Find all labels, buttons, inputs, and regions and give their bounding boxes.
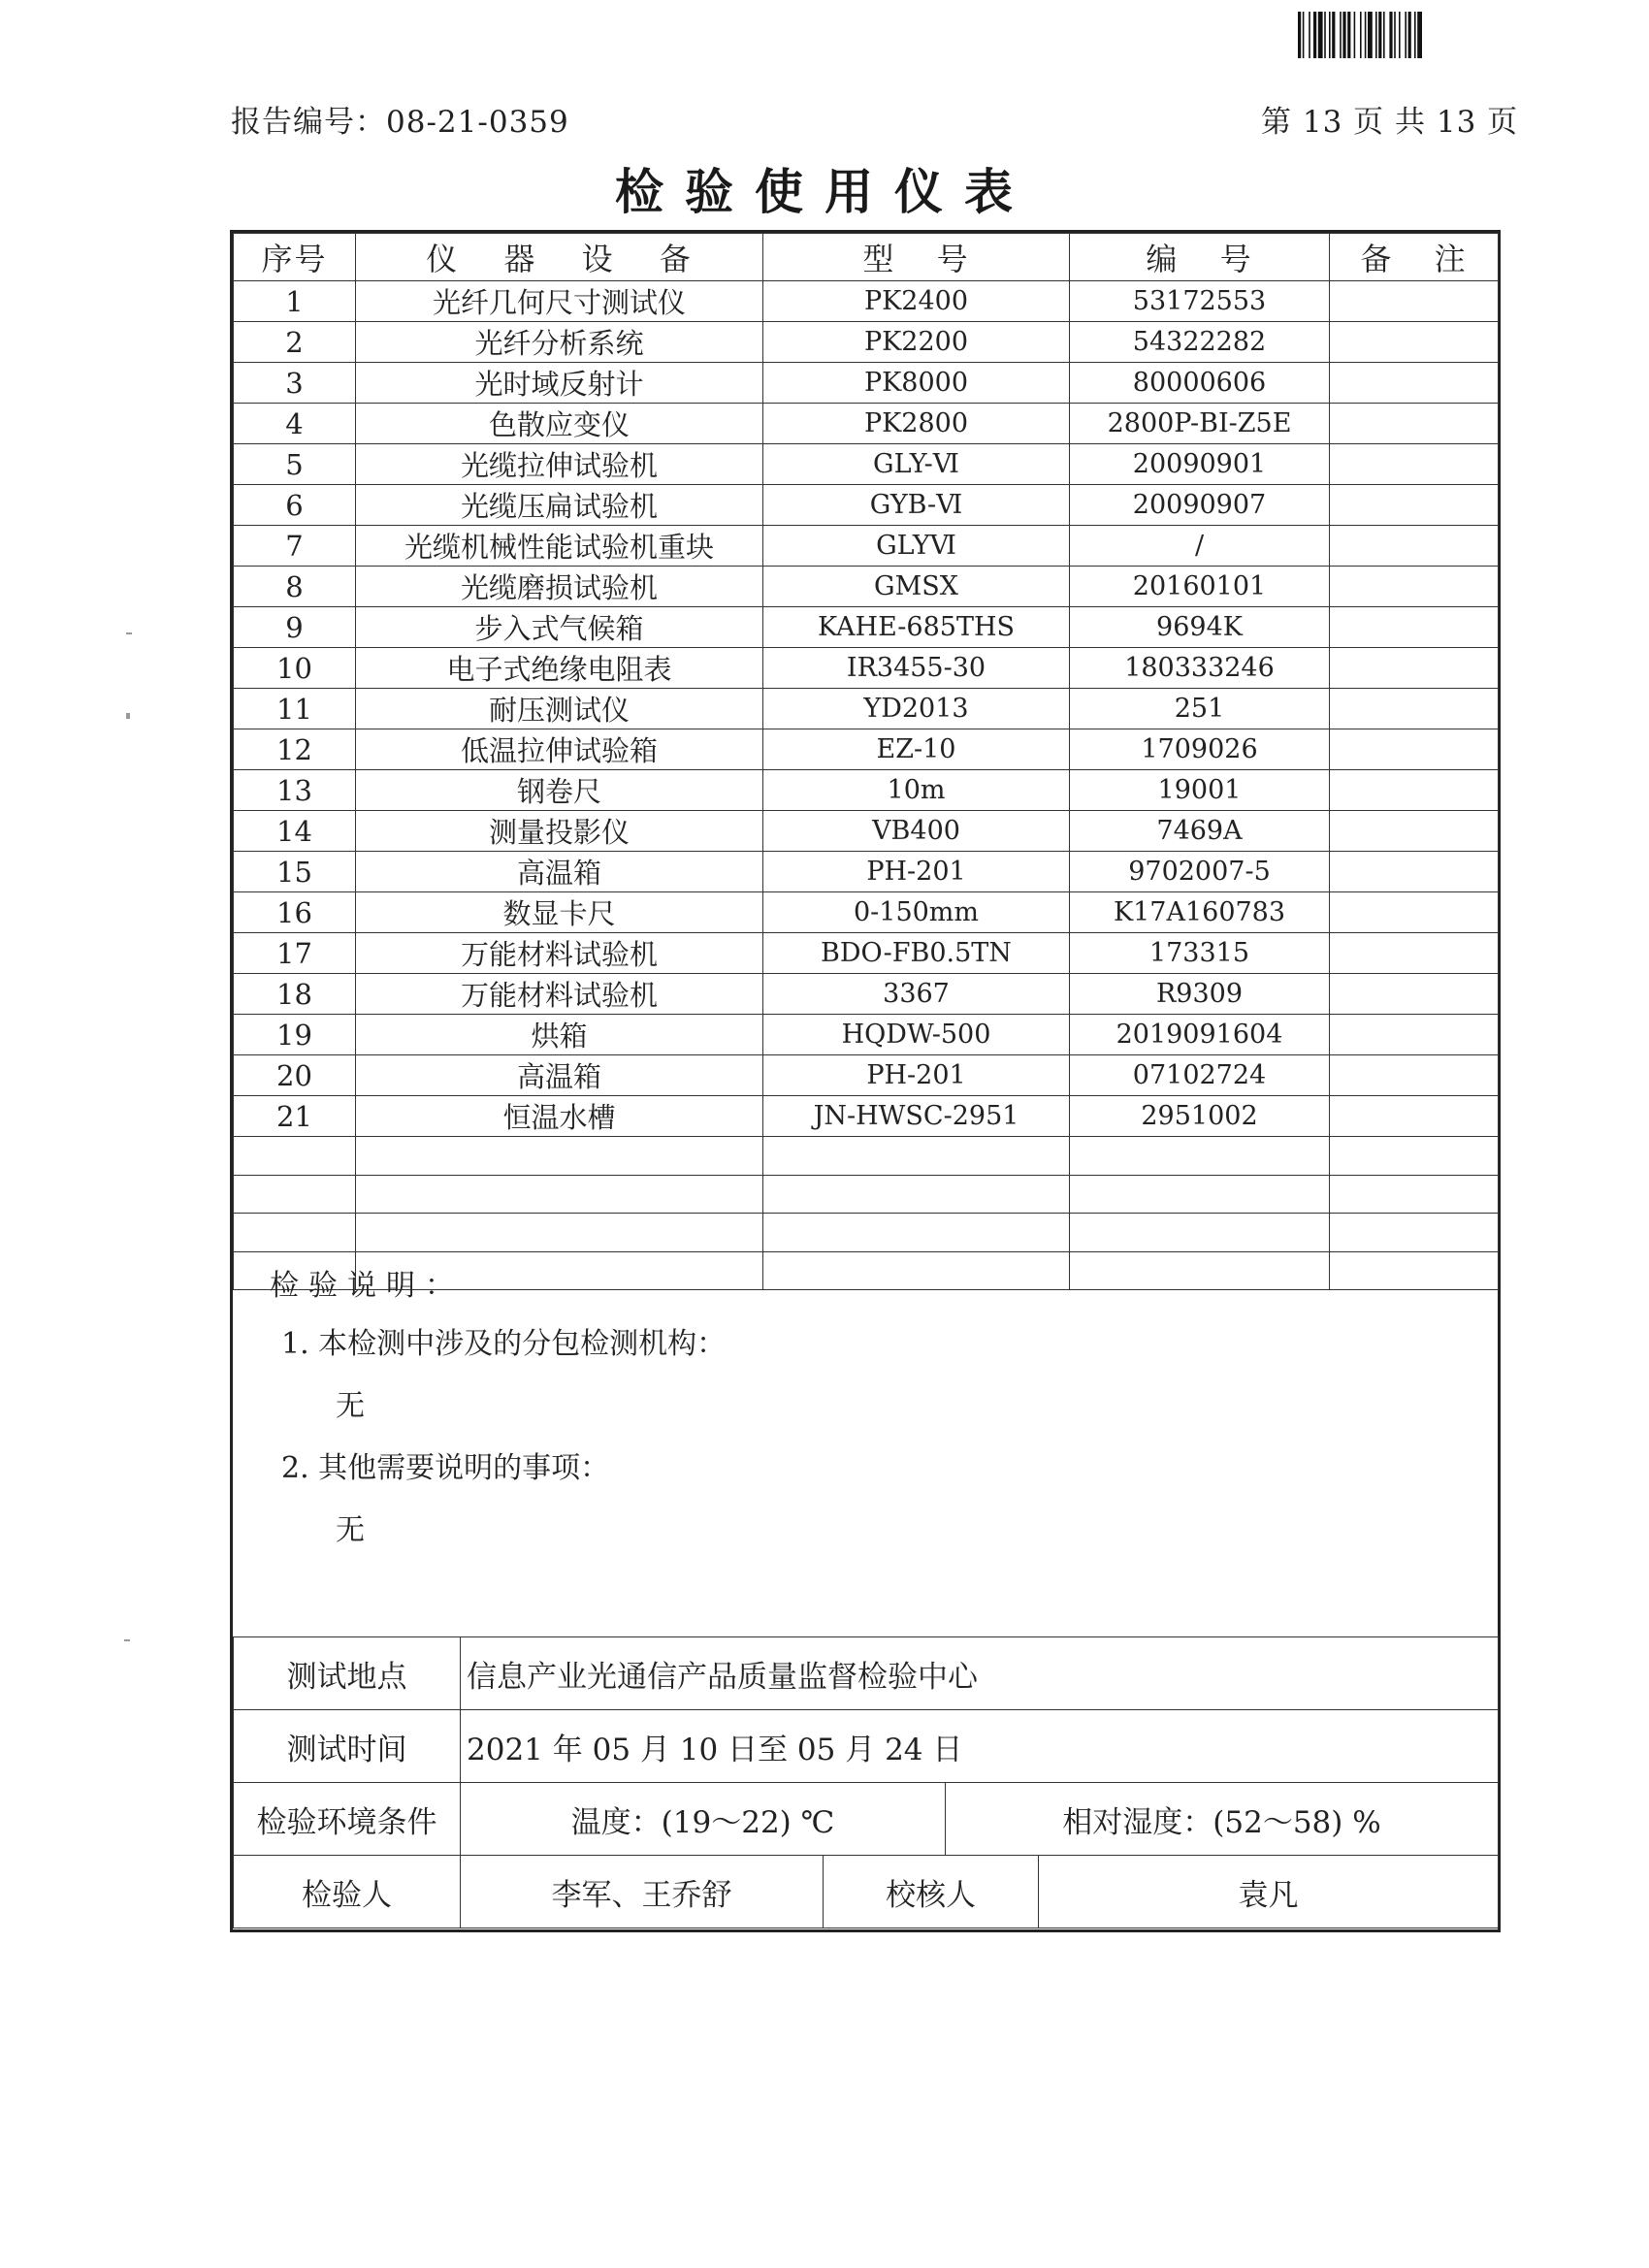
device-model: VB400 — [763, 811, 1070, 852]
humidity-value: 相对湿度：(52～58) % — [946, 1783, 1499, 1856]
row-number: 8 — [234, 567, 356, 607]
device-model: GLYⅥ — [763, 526, 1070, 567]
location-row — [234, 1637, 1499, 1710]
device-name: 数显卡尺 — [356, 892, 763, 933]
environment-row — [234, 1783, 1499, 1856]
empty-cell — [763, 1137, 1070, 1176]
device-model: PH-201 — [763, 852, 1070, 892]
reviewer-label: 校核人 — [824, 1856, 1039, 1928]
device-serial: K17A160783 — [1070, 892, 1330, 933]
device-model: 10m — [763, 770, 1070, 811]
device-serial: 2019091604 — [1070, 1015, 1330, 1055]
device-serial: 2800P-BI-Z5E — [1070, 404, 1330, 444]
device-name: 光缆压扁试验机 — [356, 485, 763, 526]
device-remark — [1330, 852, 1499, 892]
inspector-label: 检验人 — [234, 1856, 461, 1928]
scan-mark — [124, 1639, 130, 1641]
empty-row — [234, 1175, 1499, 1214]
device-serial: 07102724 — [1070, 1055, 1330, 1096]
signature-row — [234, 1856, 1499, 1928]
device-remark — [1330, 404, 1499, 444]
device-model: PK2200 — [763, 322, 1070, 363]
device-model: KAHE-685THS — [763, 607, 1070, 648]
device-name: 光时域反射计 — [356, 363, 763, 404]
row-number: 16 — [234, 892, 356, 933]
device-remark — [1330, 1096, 1499, 1137]
device-remark — [1330, 281, 1499, 322]
device-model: 0-150mm — [763, 892, 1070, 933]
scan-mark — [126, 713, 130, 719]
device-remark — [1330, 974, 1499, 1015]
row-number: 1 — [234, 281, 356, 322]
reviewer-value: 袁凡 — [1039, 1856, 1499, 1928]
device-model: PK2400 — [763, 281, 1070, 322]
table-row — [234, 363, 1499, 404]
time-label: 测试时间 — [234, 1710, 461, 1783]
table-row — [234, 526, 1499, 567]
device-serial: 173315 — [1070, 933, 1330, 974]
device-name: 耐压测试仪 — [356, 689, 763, 729]
header-remark: 备 注 — [1330, 234, 1499, 281]
device-remark — [1330, 485, 1499, 526]
table-row — [234, 811, 1499, 852]
environment-label: 检验环境条件 — [234, 1783, 461, 1856]
row-number: 3 — [234, 363, 356, 404]
device-model: EZ-10 — [763, 729, 1070, 770]
note-other-label: 2. 其他需要说明的事项： — [281, 1451, 610, 1485]
device-name: 高温箱 — [356, 852, 763, 892]
inspection-notes — [233, 1242, 1498, 1636]
empty-cell — [1330, 1137, 1499, 1176]
device-remark — [1330, 526, 1499, 567]
device-serial: 180333246 — [1070, 648, 1330, 689]
device-serial: 20090907 — [1070, 485, 1330, 526]
device-name: 色散应变仪 — [356, 404, 763, 444]
location-value: 信息产业光通信产品质量监督检验中心 — [461, 1637, 1499, 1710]
location-label: 测试地点 — [234, 1637, 461, 1710]
row-number: 10 — [234, 648, 356, 689]
note-subcontract-value: 无 — [336, 1389, 365, 1423]
row-number: 20 — [234, 1055, 356, 1096]
row-number: 5 — [234, 444, 356, 485]
note-other-value: 无 — [336, 1513, 365, 1547]
temperature-value: 温度：(19～22) ℃ — [461, 1783, 946, 1856]
device-name: 高温箱 — [356, 1055, 763, 1096]
table-row — [234, 648, 1499, 689]
device-remark — [1330, 444, 1499, 485]
empty-row — [234, 1137, 1499, 1176]
device-remark — [1330, 1055, 1499, 1096]
device-remark — [1330, 1015, 1499, 1055]
device-serial: / — [1070, 526, 1330, 567]
empty-cell — [356, 1137, 763, 1176]
document-title: 检验使用仪表 — [615, 164, 1034, 220]
table-row — [234, 607, 1499, 648]
table-row — [234, 852, 1499, 892]
table-row — [234, 770, 1499, 811]
row-number: 19 — [234, 1015, 356, 1055]
device-name: 万能材料试验机 — [356, 933, 763, 974]
device-remark — [1330, 648, 1499, 689]
row-number: 12 — [234, 729, 356, 770]
device-serial: 20090901 — [1070, 444, 1330, 485]
row-number: 7 — [234, 526, 356, 567]
device-model: IR3455-30 — [763, 648, 1070, 689]
test-info-table — [233, 1636, 1499, 1928]
row-number: 13 — [234, 770, 356, 811]
table-row — [234, 567, 1499, 607]
table-row — [234, 689, 1499, 729]
device-serial: 80000606 — [1070, 363, 1330, 404]
device-remark — [1330, 322, 1499, 363]
empty-cell — [234, 1137, 356, 1176]
device-serial: 251 — [1070, 689, 1330, 729]
device-model: PK2800 — [763, 404, 1070, 444]
device-name: 步入式气候箱 — [356, 607, 763, 648]
device-remark — [1330, 567, 1499, 607]
inspector-value: 李军、王乔舒 — [461, 1856, 824, 1928]
device-remark — [1330, 811, 1499, 852]
row-number: 6 — [234, 485, 356, 526]
table-row — [234, 444, 1499, 485]
table-row — [234, 933, 1499, 974]
empty-cell — [763, 1175, 1070, 1214]
device-name: 光缆拉伸试验机 — [356, 444, 763, 485]
device-remark — [1330, 892, 1499, 933]
note-subcontract-label: 1. 本检测中涉及的分包检测机构： — [281, 1327, 727, 1361]
row-number: 4 — [234, 404, 356, 444]
table-row — [234, 404, 1499, 444]
device-name: 光纤分析系统 — [356, 322, 763, 363]
table-body — [234, 281, 1499, 1290]
device-model: GMSX — [763, 567, 1070, 607]
table-row — [234, 729, 1499, 770]
device-name: 光纤几何尺寸测试仪 — [356, 281, 763, 322]
row-number: 21 — [234, 1096, 356, 1137]
table-row — [234, 1055, 1499, 1096]
device-serial: 19001 — [1070, 770, 1330, 811]
row-number: 18 — [234, 974, 356, 1015]
barcode — [1298, 12, 1504, 58]
table-row — [234, 974, 1499, 1015]
device-serial: 53172553 — [1070, 281, 1330, 322]
device-model: PH-201 — [763, 1055, 1070, 1096]
report-number: 报告编号：08-21-0359 — [231, 105, 569, 140]
device-remark — [1330, 689, 1499, 729]
row-number: 11 — [234, 689, 356, 729]
table-row — [234, 281, 1499, 322]
device-name: 万能材料试验机 — [356, 974, 763, 1015]
row-number: 2 — [234, 322, 356, 363]
row-number: 14 — [234, 811, 356, 852]
row-number: 15 — [234, 852, 356, 892]
time-row — [234, 1710, 1499, 1783]
instrument-table — [233, 233, 1499, 1290]
page-info: 第 13 页 共 13 页 — [1261, 105, 1519, 140]
device-serial: R9309 — [1070, 974, 1330, 1015]
empty-cell — [1070, 1137, 1330, 1176]
device-name: 测量投影仪 — [356, 811, 763, 852]
table-row — [234, 485, 1499, 526]
table-row — [234, 1015, 1499, 1055]
device-name: 低温拉伸试验箱 — [356, 729, 763, 770]
device-model: GLY-Ⅵ — [763, 444, 1070, 485]
device-serial: 20160101 — [1070, 567, 1330, 607]
device-remark — [1330, 933, 1499, 974]
notes-title: 检验说明： — [270, 1269, 464, 1303]
device-serial: 54322282 — [1070, 322, 1330, 363]
device-model: 3367 — [763, 974, 1070, 1015]
device-model: YD2013 — [763, 689, 1070, 729]
device-remark — [1330, 729, 1499, 770]
empty-cell — [234, 1175, 356, 1214]
time-value: 2021 年 05 月 10 日至 05 月 24 日 — [461, 1710, 1499, 1783]
device-name: 烘箱 — [356, 1015, 763, 1055]
table-row — [234, 1096, 1499, 1137]
device-name: 钢卷尺 — [356, 770, 763, 811]
header-serial: 编 号 — [1070, 234, 1330, 281]
device-remark — [1330, 607, 1499, 648]
header-device: 仪 器 设 备 — [356, 234, 763, 281]
empty-cell — [356, 1175, 763, 1214]
header-model: 型 号 — [763, 234, 1070, 281]
device-name: 恒温水槽 — [356, 1096, 763, 1137]
device-remark — [1330, 363, 1499, 404]
table-row — [234, 892, 1499, 933]
table-row — [234, 322, 1499, 363]
device-model: JN-HWSC-2951 — [763, 1096, 1070, 1137]
device-name: 光缆机械性能试验机重块 — [356, 526, 763, 567]
row-number: 9 — [234, 607, 356, 648]
empty-cell — [1330, 1175, 1499, 1214]
device-name: 光缆磨损试验机 — [356, 567, 763, 607]
device-model: HQDW-500 — [763, 1015, 1070, 1055]
device-model: GYB-Ⅵ — [763, 485, 1070, 526]
device-remark — [1330, 770, 1499, 811]
scan-mark — [126, 632, 132, 634]
device-model: PK8000 — [763, 363, 1070, 404]
device-model: BDO-FB0.5TN — [763, 933, 1070, 974]
device-serial: 9702007-5 — [1070, 852, 1330, 892]
device-serial: 9694K — [1070, 607, 1330, 648]
header-no: 序号 — [234, 234, 356, 281]
device-name: 电子式绝缘电阻表 — [356, 648, 763, 689]
device-serial: 2951002 — [1070, 1096, 1330, 1137]
device-serial: 1709026 — [1070, 729, 1330, 770]
row-number: 17 — [234, 933, 356, 974]
device-serial: 7469A — [1070, 811, 1330, 852]
empty-cell — [1070, 1175, 1330, 1214]
table-header-row — [234, 234, 1499, 281]
